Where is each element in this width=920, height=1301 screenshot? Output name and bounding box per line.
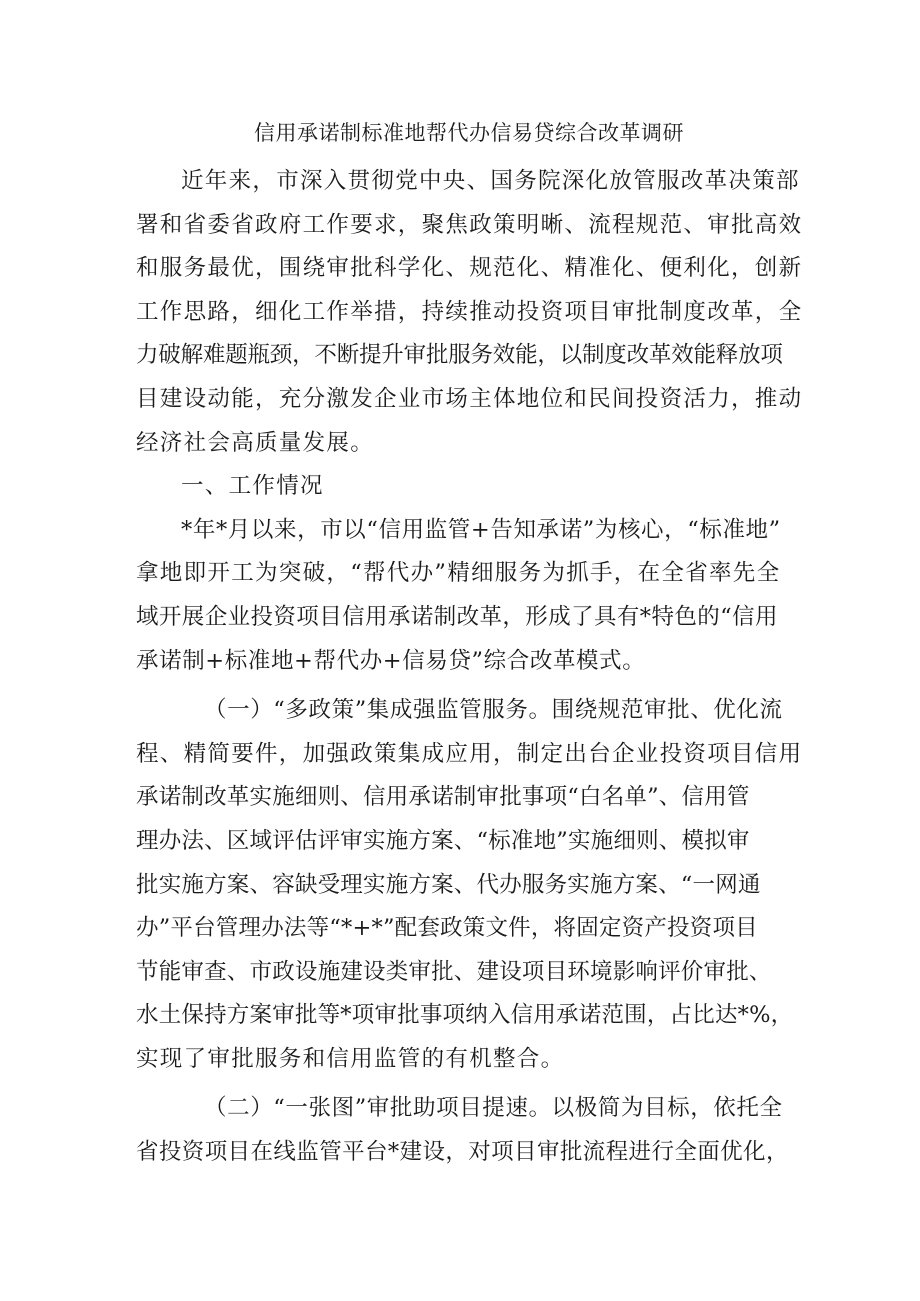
section1-line: 承诺制+标准地+帮代办+信易贷”综合改革模式。 — [136, 647, 646, 674]
section-heading-1: 一、工作情况 — [181, 473, 324, 500]
subsection2-line: 省投资项目在线监管平台*建设，对项目审批流程进行全面优化， — [136, 1139, 789, 1166]
subsection2-line: （二）“一张图”审批助项目提速。以极简为目标，依托全 — [204, 1095, 783, 1122]
intro-line: 和服务最优，围绕审批科学化、规范化、精准化、便利化，创新 — [136, 255, 803, 282]
intro-line: 经济社会高质量发展。 — [136, 429, 375, 456]
section1-paragraph — [136, 509, 792, 683]
intro-line: 署和省委省政府工作要求，聚焦政策明晰、流程规范、审批高效 — [136, 211, 803, 238]
intro-line: 目建设动能，充分激发企业市场主体地位和民间投资活力，推动 — [136, 385, 803, 412]
document-title: 信用承诺制标准地帮代办信易贷综合改革调研 — [254, 121, 684, 145]
section1-line: 拿地即开工为突破，“帮代办”精细服务为抓手，在全省率先全 — [136, 560, 781, 587]
subsection1-line: 批实施方案、容缺受理实施方案、代办服务实施方案、“一网通 — [136, 871, 761, 898]
section1-line: 域开展企业投资项目信用承诺制改革，形成了具有*特色的“信用 — [136, 603, 778, 630]
section1-line: *年*月以来，市以“信用监管+告知承诺”为核心，“标准地” — [181, 516, 781, 543]
intro-paragraph — [136, 160, 803, 465]
intro-line: 近年来，市深入贯彻党中央、国务院深化放管服改革决策部 — [181, 168, 800, 194]
subsection1-line: 节能审查、市政设施建设类审批、建设项目环境影响评价审批、 — [136, 958, 772, 985]
subsection1-line: 承诺制改革实施细则、信用承诺制审批事项“白名单”、信用管 — [136, 784, 750, 811]
intro-line: 工作思路，细化工作举措，持续推动投资项目审批制度改革，全 — [136, 298, 803, 325]
document-page — [136, 112, 803, 1175]
subsection1-line: （一）“多政策”集成强监管服务。围绕规范审批、优化流 — [204, 697, 783, 724]
subsection2-paragraph — [136, 1087, 792, 1174]
intro-line: 力破解难题瓶颈，不断提升审批服务效能，以制度改革效能释放项 — [136, 342, 783, 369]
subsection1-line: 理办法、区域评估评审实施方案、“标准地”实施细则、模拟审 — [136, 827, 750, 854]
subsection1-line: 水土保持方案审批等*项审批事项纳入信用承诺范围，占比达*%， — [136, 1002, 794, 1029]
subsection1-paragraph — [136, 689, 803, 1081]
subsection1-line: 实现了审批服务和信用监管的有机整合。 — [136, 1045, 565, 1072]
subsection1-line: 程、精简要件，加强政策集成应用，制定出台企业投资项目信用 — [136, 740, 803, 767]
subsection1-line: 办”平台管理办法等“*+*”配套政策文件，将固定资产投资项目 — [136, 915, 758, 942]
